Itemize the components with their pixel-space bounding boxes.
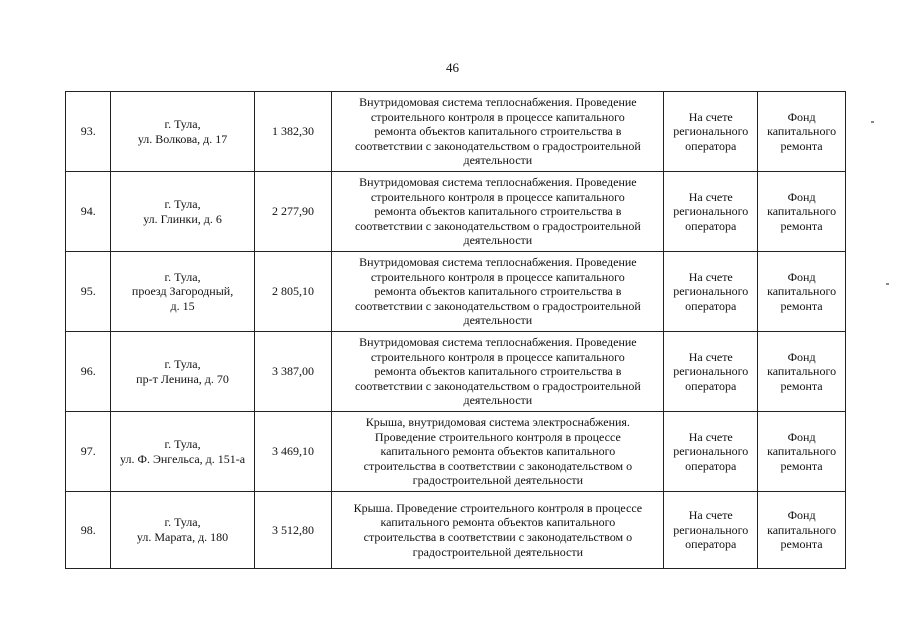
fund-source-cell	[758, 332, 846, 412]
work-description-cell-line: градостроительной деятельности	[412, 544, 584, 559]
work-description-cell-line: ремонта объектов капитального строительства в	[374, 284, 622, 299]
work-description-cell-line: деятельности	[463, 233, 533, 248]
work-description-cell-line: Внутридомовая система теплоснабжения. Проведение	[359, 255, 637, 270]
fund-method-cell	[664, 492, 758, 569]
work-description-cell-line: ремонта объектов капитального строительства в	[374, 364, 622, 379]
address-cell-line: проезд Загородный,	[131, 284, 234, 299]
address-cell-line: г. Тула,	[164, 269, 201, 284]
fund-method-cell-line: На счете	[688, 349, 733, 364]
work-description-cell	[332, 92, 664, 172]
fund-source-cell-line: ремонта	[780, 458, 823, 473]
fund-method-cell-line: оператора	[685, 458, 737, 473]
work-description-cell-line: строительного контроля в процессе капитального	[370, 349, 625, 364]
work-description-cell	[332, 492, 664, 569]
fund-source-cell-line: Фонд	[787, 109, 816, 124]
fund-source-cell-line: капитального	[767, 284, 837, 299]
fund-source-cell	[758, 172, 846, 252]
fund-source-cell-line: ремонта	[780, 537, 823, 552]
work-description-cell-line: соответствии с законодательством о градостроительной	[354, 298, 641, 313]
table-row	[66, 172, 846, 252]
address-cell	[111, 252, 254, 332]
fund-source-cell-line: Фонд	[787, 349, 816, 364]
row-number: 98.	[66, 492, 111, 569]
address-cell-line: ул. Волкова, д. 17	[137, 131, 228, 146]
fund-method-cell-line: На счете	[688, 429, 733, 444]
fund-source-cell-line: Фонд	[787, 429, 816, 444]
page-number: 46	[446, 60, 459, 75]
fund-method-cell-line: оператора	[685, 138, 737, 153]
address-cell-line: г. Тула,	[164, 196, 201, 211]
work-description-cell-line: деятельности	[463, 393, 533, 408]
table-row	[66, 92, 846, 172]
cost-cell: 1 382,30	[254, 92, 332, 172]
fund-source-cell-line: капитального	[767, 204, 837, 219]
work-description-cell-line: ремонта объектов капитального строительства в	[374, 124, 622, 139]
fund-method-cell	[664, 252, 758, 332]
work-description-cell	[332, 412, 664, 492]
address-cell-line: ул. Ф. Энгельса, д. 151-а	[120, 451, 246, 466]
work-description-cell-line: строительства в соответствии с законодательством о	[363, 458, 633, 473]
address-cell-line: г. Тула,	[164, 436, 201, 451]
fund-method-cell	[664, 332, 758, 412]
fund-method-cell	[664, 92, 758, 172]
address-cell-line: г. Тула,	[164, 356, 201, 371]
fund-method-cell-line: регионального	[673, 364, 749, 379]
work-description-cell-line: Внутридомовая система теплоснабжения. Проведение	[359, 335, 637, 350]
work-description-cell-line: строительства в соответствии с законодательством о	[363, 530, 633, 544]
work-description-cell-line: капитального ремонта объектов капитального	[380, 444, 616, 459]
work-description-cell	[332, 252, 664, 332]
address-cell	[111, 332, 254, 412]
fund-source-cell-line: ремонта	[780, 138, 823, 153]
work-description-cell-line: строительного контроля в процессе капитального	[370, 109, 625, 124]
fund-method-cell-line: На счете	[688, 269, 733, 284]
fund-source-cell-line: капитального	[767, 444, 837, 459]
fund-method-cell-line: регионального	[673, 204, 749, 219]
fund-source-cell-line: Фонд	[787, 269, 816, 284]
fund-method-cell-line: оператора	[685, 378, 737, 393]
scan-mark	[886, 283, 889, 285]
fund-method-cell-line: На счете	[688, 189, 733, 204]
fund-source-cell	[758, 92, 846, 172]
work-description-cell-line: Внутридомовая система теплоснабжения. Проведение	[359, 95, 637, 110]
fund-method-cell-line: регионального	[673, 522, 749, 537]
work-description-cell	[332, 172, 664, 252]
fund-method-cell-line: оператора	[685, 218, 737, 233]
work-description-cell-line: деятельности	[463, 153, 533, 168]
work-description-cell-line: строительного контроля в процессе капитального	[370, 189, 625, 204]
address-cell	[111, 412, 254, 492]
work-description-cell-line: Проведение строительного контроля в процессе	[374, 429, 621, 444]
work-description-cell-line: строительного контроля в процессе капитального	[370, 269, 625, 284]
work-description-cell-line: Внутридомовая система теплоснабжения. Проведение	[359, 175, 637, 190]
row-number: 94.	[66, 172, 111, 252]
row-number: 95.	[66, 252, 111, 332]
fund-method-cell-line: На счете	[688, 109, 733, 124]
work-description-cell-line: соответствии с законодательством о градостроительной	[354, 218, 641, 233]
fund-method-cell-line: регионального	[673, 124, 749, 139]
row-number: 97.	[66, 412, 111, 492]
work-description-cell-line: ремонта объектов капитального строительства в	[374, 204, 622, 219]
repair-table	[65, 91, 846, 569]
work-description-cell-line: Крыша. Проведение строительного контроля в процессе	[353, 500, 643, 515]
fund-source-cell	[758, 412, 846, 492]
cost-cell: 3 469,10	[254, 412, 332, 492]
table-row	[66, 252, 846, 332]
fund-method-cell-line: оператора	[685, 298, 737, 313]
fund-method-cell	[664, 412, 758, 492]
cost-cell: 2 805,10	[254, 252, 332, 332]
fund-source-cell-line: Фонд	[787, 508, 816, 523]
cost-cell: 2 277,90	[254, 172, 332, 252]
fund-source-cell-line: Фонд	[787, 189, 816, 204]
cost-cell: 3 512,80	[254, 492, 332, 569]
table-row	[66, 412, 846, 492]
fund-source-cell	[758, 492, 846, 569]
fund-source-cell	[758, 252, 846, 332]
fund-method-cell-line: регионального	[673, 284, 749, 299]
work-description-cell-line: градостроительной деятельности	[412, 473, 584, 488]
row-number: 96.	[66, 332, 111, 412]
row-number: 93.	[66, 92, 111, 172]
address-cell-line: пр-т Ленина, д. 70	[136, 371, 229, 386]
fund-source-cell-line: капитального	[767, 364, 837, 379]
work-description-cell	[332, 332, 664, 412]
address-cell	[111, 492, 254, 569]
address-cell-line: г. Тула,	[164, 116, 201, 131]
fund-source-cell-line: ремонта	[780, 298, 823, 313]
table-row	[66, 492, 846, 569]
fund-source-cell-line: капитального	[767, 522, 837, 537]
work-description-cell-line: соответствии с законодательством о градостроительной	[354, 138, 641, 153]
work-description-cell-line: капитального ремонта объектов капитального	[380, 515, 616, 530]
table-row	[66, 332, 846, 412]
fund-source-cell-line: ремонта	[780, 218, 823, 233]
fund-source-cell-line: капитального	[767, 124, 837, 139]
repair-table-body	[66, 92, 846, 569]
fund-method-cell-line: оператора	[685, 537, 737, 552]
fund-method-cell	[664, 172, 758, 252]
fund-source-cell-line: ремонта	[780, 378, 823, 393]
address-cell-line: г. Тула,	[164, 515, 201, 530]
address-cell	[111, 92, 254, 172]
scan-mark	[871, 121, 874, 123]
fund-method-cell-line: На счете	[688, 508, 733, 523]
work-description-cell-line: Крыша, внутридомовая система электроснабжения.	[365, 415, 630, 430]
address-cell-line: ул. Марата, д. 180	[136, 530, 229, 544]
cost-cell: 3 387,00	[254, 332, 332, 412]
work-description-cell-line: деятельности	[463, 313, 533, 328]
address-cell	[111, 172, 254, 252]
address-cell-line: ул. Глинки, д. 6	[143, 211, 222, 226]
fund-method-cell-line: регионального	[673, 444, 749, 459]
address-cell-line: д. 15	[170, 298, 195, 313]
work-description-cell-line: соответствии с законодательством о градостроительной	[354, 378, 641, 393]
